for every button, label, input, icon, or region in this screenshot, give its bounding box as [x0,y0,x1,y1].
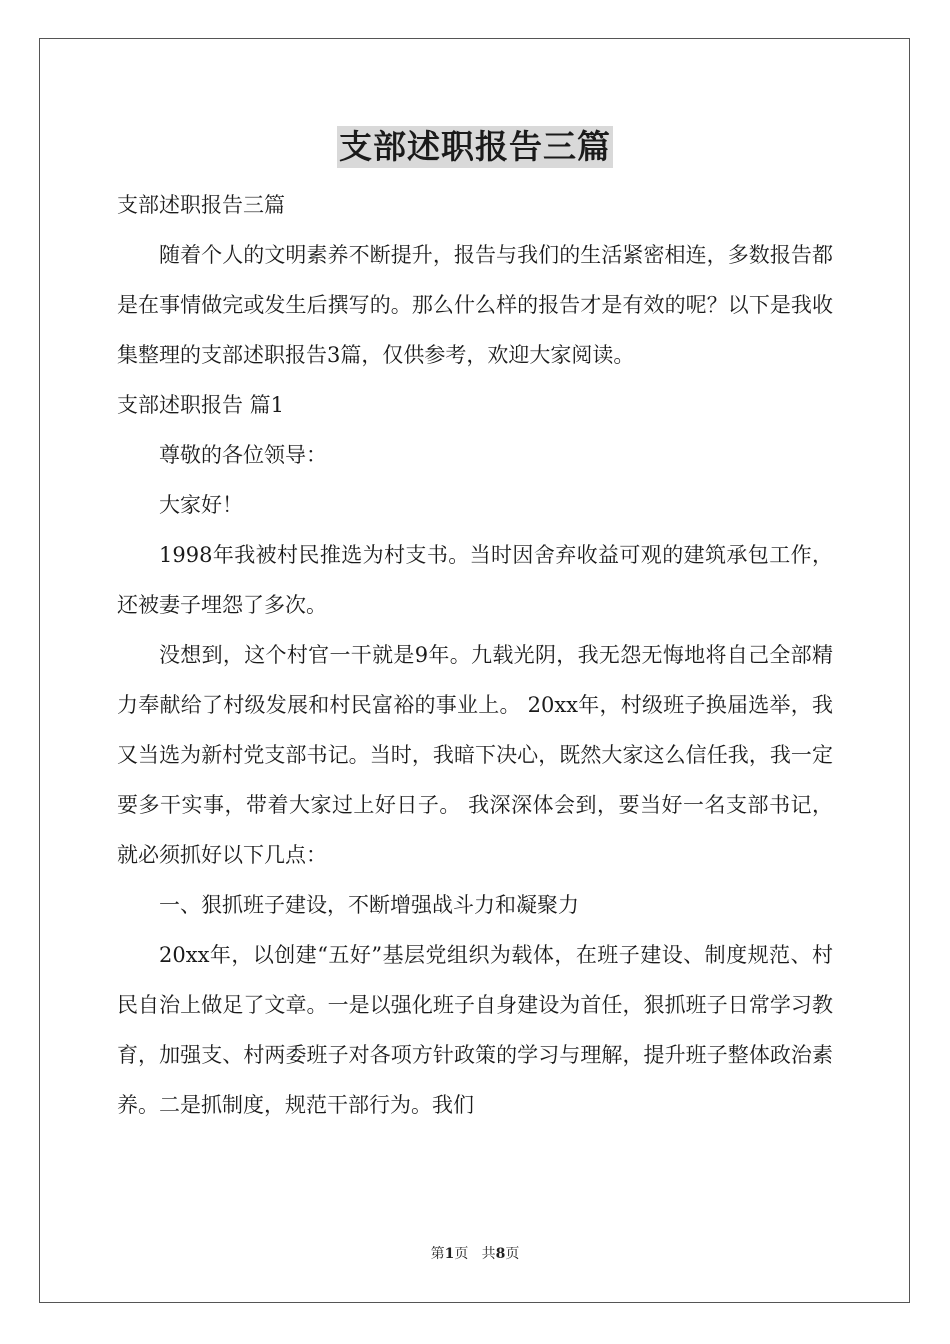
paragraph: 没想到，这个村官一干就是9年。九载光阴，我无怨无悔地将自己全部精力奉献给了村级发展和村民富裕的事业上。 20xx年，村级班子换届选举，我又当选为新村党支部书记。当时，我暗下决心，既然大家这么信任我，我一定要多干实事，带着大家过上好日子。 我深深体会到，要当好一名支部书记，就必须抓好以下几点： [117,643,833,867]
subsection-heading: 一、狠抓班子建设，不断增强战斗力和凝聚力 [159,893,579,917]
page-suffix: 页 [505,1246,520,1262]
paragraph: 随着个人的文明素养不断提升，报告与我们的生活紧密相连，多数报告都是在事情做完或发生后撰写的。那么什么样的报告才是有效的呢？以下是我收集整理的支部述职报告3篇，仅供参考，欢迎大家阅读。 [117,243,833,367]
document-title: 支部述职报告三篇 [339,127,611,166]
page-prefix: 第 [430,1246,445,1262]
paragraph: 大家好！ [159,493,243,517]
section-heading: 支部述职报告 篇1 [117,393,285,417]
page-current: 1 [444,1246,455,1262]
paragraph: 20xx年，以创建“五好”基层党组织为载体，在班子建设、制度规范、村民自治上做足了文章。一是以强化班子自身建设为首任，狠抓班子日常学习教育，加强支、村两委班子对各项方针政策的学习与理解，提升班子整体政治素养。二是抓制度，规范干部行为。我们 [117,943,833,1117]
page-footer [0,1244,950,1264]
paragraph: 1998年我被村民推选为村支书。当时因舍弃收益可观的建筑承包工作，还被妻子埋怨了多次。 [117,543,833,617]
paragraph: 支部述职报告三篇 [117,193,285,217]
page-total: 8 [495,1246,506,1262]
paragraph: 尊敬的各位领导： [159,443,327,467]
title-container [0,126,950,168]
page-mid: 页 共 [454,1246,496,1262]
document-body [117,180,833,1130]
